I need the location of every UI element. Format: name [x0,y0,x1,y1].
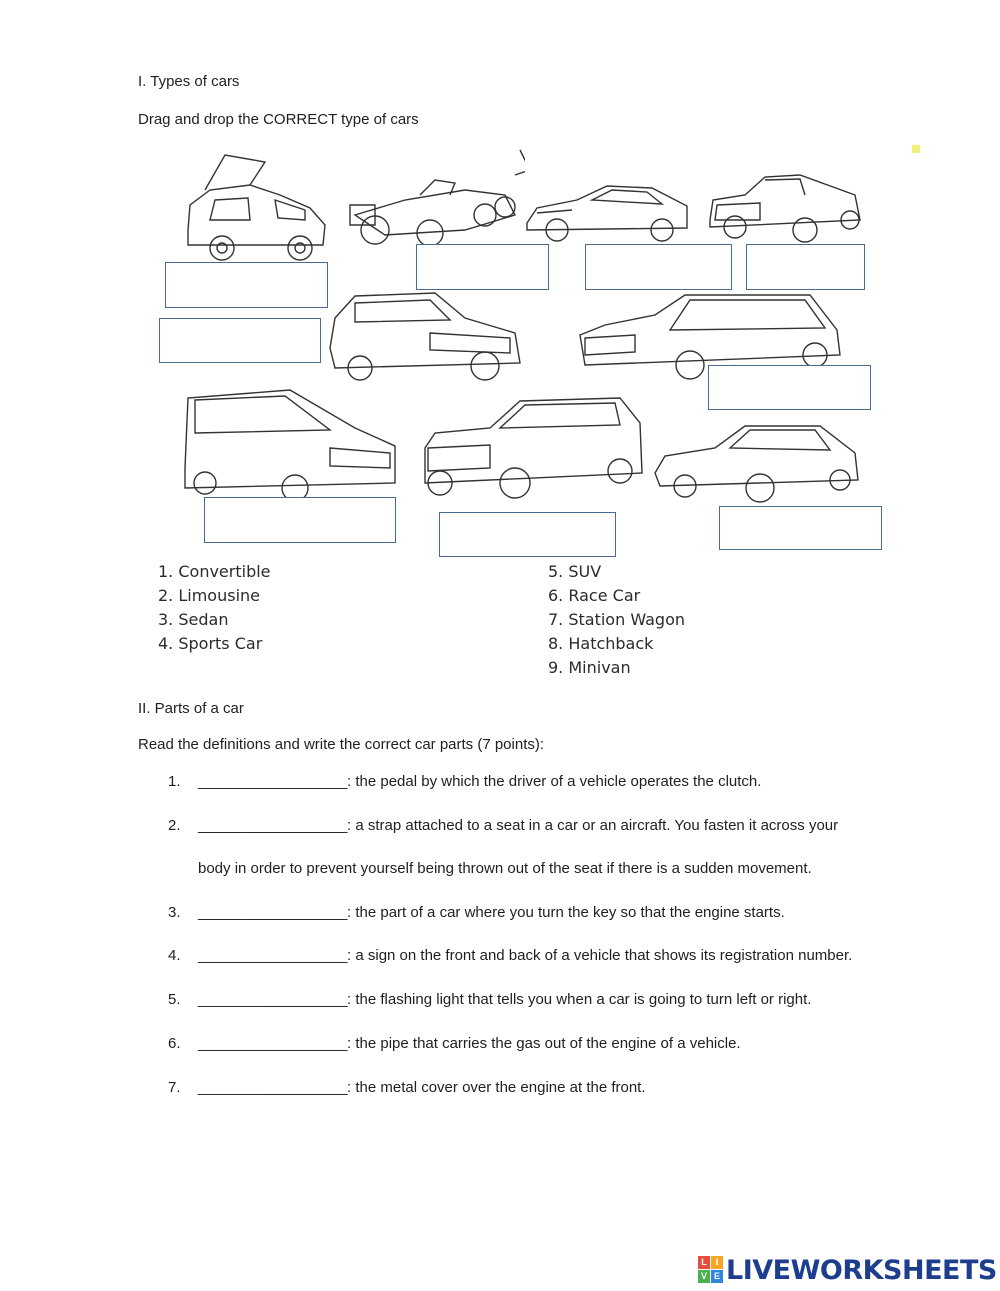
answer-blank-5[interactable]: ___________________ [198,991,348,1008]
section-title-parts: II. Parts of a car [138,700,244,717]
logo-block-e: E [711,1270,723,1283]
race-car-icon [345,145,525,250]
logo-text: LIVEWORKSHEETS [726,1254,997,1286]
drop-box-race-car[interactable] [416,244,549,290]
drop-box-station-wagon[interactable] [159,318,321,363]
answer-blank-2[interactable]: ___________________ [198,817,348,834]
list-item: 5. SUV [548,562,602,581]
definition-4: : a sign on the front and back of a vehicle that shows its registration number. [347,947,853,964]
logo-block-v: V [698,1270,710,1283]
question-4 [198,947,852,964]
answer-blank-6[interactable]: ___________________ [198,1035,348,1052]
drop-box-sedan[interactable] [719,506,882,550]
question-3 [198,904,785,921]
suv-car-icon [420,393,645,508]
answer-blank-3[interactable]: ___________________ [198,904,348,921]
definition-7: : the metal cover over the engine at the front. [347,1079,646,1096]
drop-box-limousine[interactable] [708,365,871,410]
question-number: 1. [168,773,181,790]
question-6 [198,1035,741,1052]
drop-box-convertible[interactable] [746,244,865,290]
question-7 [198,1079,646,1096]
definition-2-continued: body in order to prevent yourself being thrown out of the seat if there is a sudden movement. [198,860,812,877]
section-title-types: I. Types of cars [138,73,240,90]
definition-5: : the flashing light that tells you when a car is going to turn left or right. [347,991,812,1008]
question-2 [198,817,838,834]
question-1 [198,773,761,790]
liveworksheets-logo[interactable] [698,1252,997,1288]
list-item: 6. Race Car [548,586,641,605]
question-number: 6. [168,1035,181,1052]
definition-6: : the pipe that carries the gas out of the engine of a vehicle. [347,1035,741,1052]
logo-block-l: L [698,1256,710,1269]
drop-box-minivan[interactable] [204,497,396,543]
definition-2: : a strap attached to a seat in a car or an aircraft. You fasten it across your [347,817,839,834]
list-item: 9. Minivan [548,658,631,677]
hatchback-car-icon [180,150,330,265]
logo-blocks-icon [698,1256,724,1284]
sports-car-icon [522,178,692,248]
drop-box-sports-car[interactable] [585,244,732,290]
answer-blank-4[interactable]: ___________________ [198,947,348,964]
answer-blank-7[interactable]: ___________________ [198,1079,348,1096]
convertible-car-icon [705,165,865,245]
question-number: 2. [168,817,181,834]
station-wagon-car-icon [325,288,525,383]
list-item: 4. Sports Car [158,634,263,653]
definition-1: : the pedal by which the driver of a vehicle operates the clutch. [347,773,762,790]
instruction-parts: Read the definitions and write the correct car parts (7 points): [138,736,545,753]
list-item: 7. Station Wagon [548,610,686,629]
definition-3: : the part of a car where you turn the key so that the engine starts. [347,904,785,921]
question-number: 4. [168,947,181,964]
instruction-drag-drop: Drag and drop the CORRECT type of cars [138,111,419,128]
list-item: 1. Convertible [158,562,271,581]
sedan-car-icon [650,418,860,503]
list-item: 2. Limousine [158,586,260,605]
drop-box-hatchback[interactable] [165,262,328,308]
minivan-car-icon [180,388,400,503]
highlight-marker [912,145,920,153]
drop-box-suv[interactable] [439,512,616,557]
list-item: 3. Sedan [158,610,229,629]
list-item: 8. Hatchback [548,634,654,653]
answer-blank-1[interactable]: ___________________ [198,773,348,790]
question-5 [198,991,811,1008]
question-number: 5. [168,991,181,1008]
question-number: 7. [168,1079,181,1096]
logo-block-i: I [711,1256,723,1269]
question-number: 3. [168,904,181,921]
